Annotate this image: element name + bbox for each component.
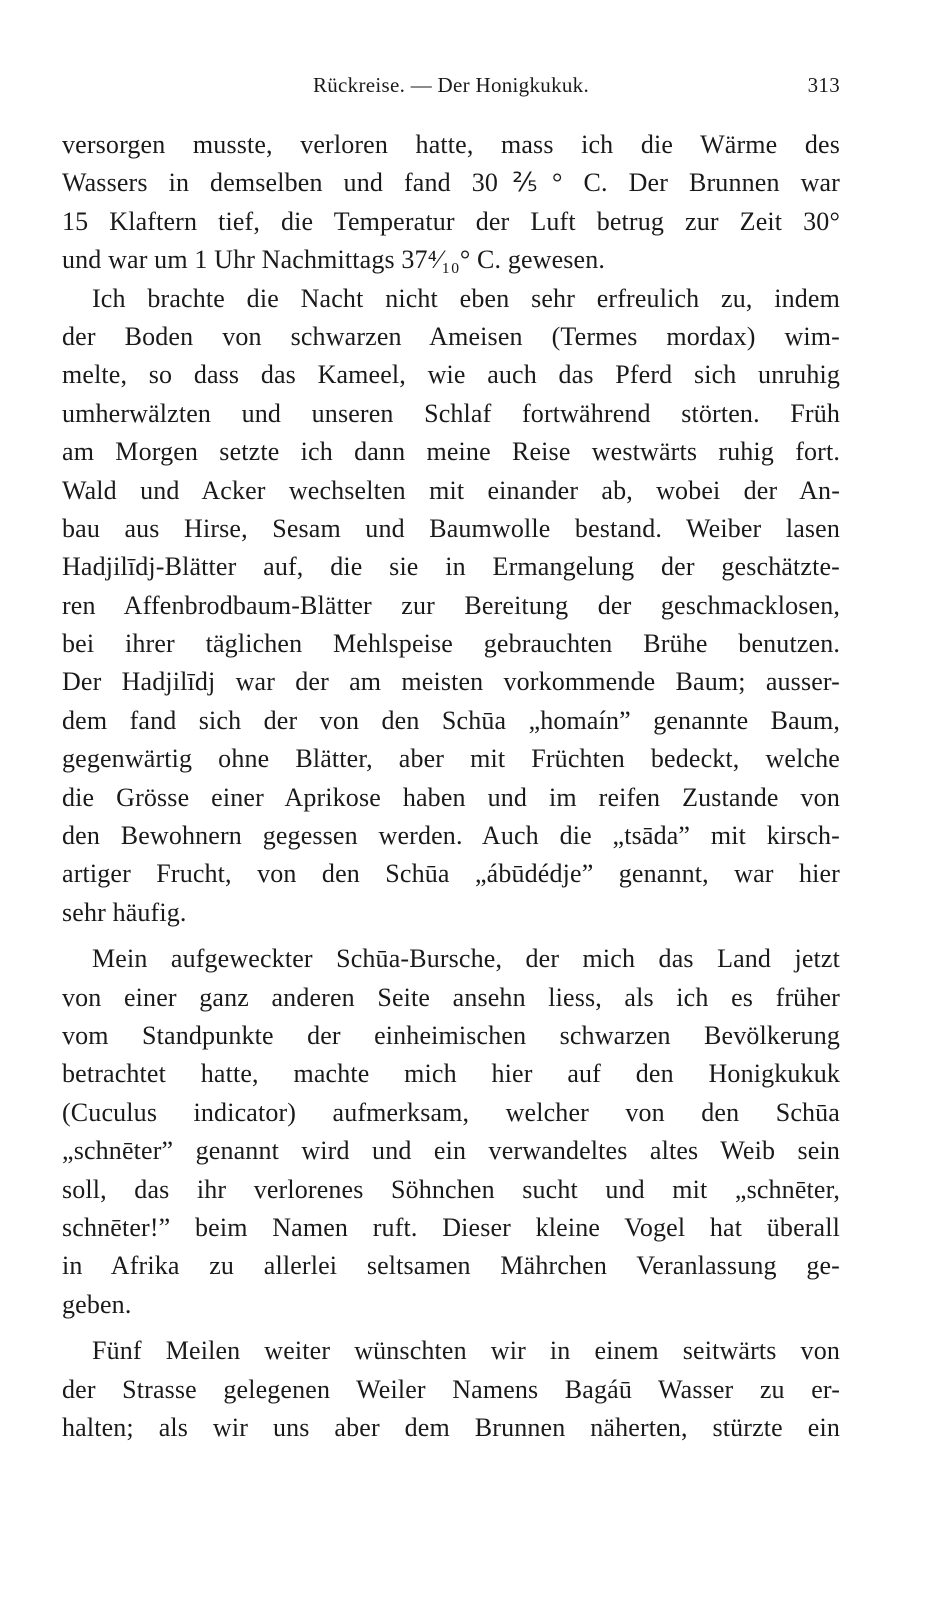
text-line: und war um 1 Uhr Nachmittags 37⁴⁄₁₀° C. gewesen. xyxy=(62,245,606,275)
body-text xyxy=(62,126,840,1447)
text-line: in Afrika zu allerlei seltsamen Mährchen Veranlassung ge- xyxy=(62,1251,840,1281)
paragraph-gap xyxy=(62,1324,840,1332)
text-line: halten; als wir uns aber dem Brunnen näherten, stürzte ein xyxy=(62,1412,840,1442)
text-line: am Morgen setzte ich dann meine Reise westwärts ruhig fort. xyxy=(62,437,840,467)
text-line: soll, das ihr verlorenes Söhnchen sucht und mit „schnēter, xyxy=(62,1174,840,1204)
text-line: vom Standpunkte der einheimischen schwarzen Bevölkerung xyxy=(62,1020,840,1050)
text-line: schnēter!” beim Namen ruft. Dieser kleine Vogel hat überall xyxy=(62,1212,840,1242)
text-line: den Bewohnern gegessen werden. Auch die „tsāda” mit kirsch- xyxy=(62,821,840,851)
paragraph xyxy=(62,1332,840,1447)
text-line: melte, so dass das Kameel, wie auch das Pferd sich unruhig xyxy=(62,360,840,390)
text-line: gegenwärtig ohne Blätter, aber mit Früchten bedeckt, welche xyxy=(62,744,840,774)
text-line: bau aus Hirse, Sesam und Baumwolle bestand. Weiber lasen xyxy=(62,513,840,543)
text-line: bei ihrer täglichen Mehlspeise gebrauchten Brühe benutzen. xyxy=(62,629,840,659)
text-line: Fünf Meilen weiter wünschten wir in einem seitwärts von xyxy=(92,1336,840,1366)
text-line: „schnēter” genannt wird und ein verwandeltes altes Weib sein xyxy=(62,1136,840,1166)
text-line: Wassers in demselben und fand 30⅖° C. Der Brunnen war xyxy=(62,168,840,198)
text-line: artiger Frucht, von den Schūa „ábūdédje” genannt, war hier xyxy=(62,859,840,889)
text-line: der Strasse gelegenen Weiler Namens Bagáū Wasser zu er- xyxy=(62,1374,840,1404)
running-title: Rückreise. — Der Honigkukuk. xyxy=(312,73,590,97)
text-line: dem fand sich der von den Schūa „homaín” genannte Baum, xyxy=(62,705,840,735)
text-line: ren Affenbrodbaum-Blätter zur Bereitung der geschmacklosen, xyxy=(62,590,840,620)
text-line: 15 Klaftern tief, die Temperatur der Luft betrug zur Zeit 30° xyxy=(62,206,840,236)
running-head xyxy=(62,68,840,102)
text-line: sehr häufig. xyxy=(62,897,187,927)
paragraph xyxy=(62,126,840,280)
text-line: der Boden von schwarzen Ameisen (Termes mordax) wim- xyxy=(62,321,840,351)
paragraph-gap xyxy=(62,932,840,940)
paragraph xyxy=(62,940,840,1324)
text-line: Ich brachte die Nacht nicht eben sehr erfreulich zu, indem xyxy=(92,283,840,313)
text-line: geben. xyxy=(62,1289,132,1319)
page-number: 313 xyxy=(807,73,840,97)
text-line: umherwälzten und unseren Schlaf fortwährend störten. Früh xyxy=(62,398,840,428)
text-line: die Grösse einer Aprikose haben und im reifen Zustande von xyxy=(62,782,840,812)
text-line: Wald und Acker wechselten mit einander ab, wobei der An- xyxy=(62,475,840,505)
text-line: Der Hadjilīdj war der am meisten vorkommende Baum; ausser- xyxy=(62,667,840,697)
text-line: von einer ganz anderen Seite ansehn liess, als ich es früher xyxy=(62,982,840,1012)
text-line: Mein aufgeweckter Schūa-Bursche, der mich das Land jetzt xyxy=(92,944,840,974)
text-line: Hadjilīdj-Blätter auf, die sie in Ermangelung der geschätzte- xyxy=(62,552,840,582)
text-line: betrachtet hatte, machte mich hier auf den Honigkukuk xyxy=(62,1059,840,1089)
text-line: (Cuculus indicator) aufmerksam, welcher von den Schūa xyxy=(62,1097,840,1127)
paragraph xyxy=(62,280,840,933)
text-line: versorgen musste, verloren hatte, mass ich die Wärme des xyxy=(62,130,840,159)
